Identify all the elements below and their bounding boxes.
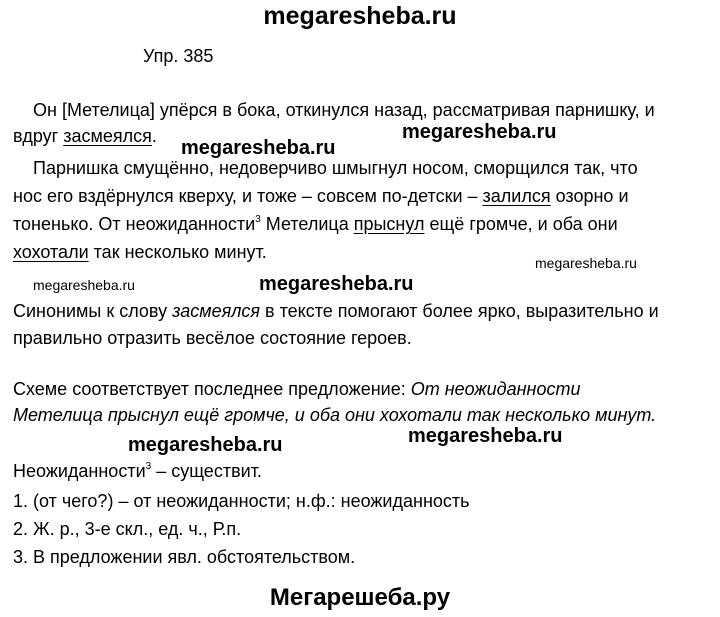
- underlined-word: прыснул: [353, 214, 425, 234]
- exercise-title: Упр. 385: [143, 46, 214, 66]
- passage-line: [13, 184, 629, 208]
- superscript: 3: [255, 214, 261, 225]
- passage-line: [13, 124, 157, 148]
- analysis-item: 2. Ж. р., 3-е скл., ед. ч., Р.п.: [13, 519, 242, 539]
- scheme-italic: От неожиданности: [410, 379, 581, 399]
- analysis-text: Неожиданности: [13, 461, 146, 481]
- analysis-heading: [13, 459, 262, 483]
- passage-text: .: [151, 126, 157, 146]
- site-footer: Мегарешеба.ру: [269, 584, 451, 611]
- synonyms-line: [13, 299, 659, 323]
- passage-text: вдруг: [13, 126, 64, 146]
- passage-line: [13, 240, 267, 264]
- watermark: megaresheba.ru: [128, 434, 283, 456]
- passage-text: Парнишка смущённо, недоверчиво шмыгнул носом, сморщился так, что: [33, 158, 638, 178]
- passage-line: [33, 98, 655, 122]
- analysis-item: 1. (от чего?) – от неожиданности; н.ф.: неожиданность: [13, 491, 470, 511]
- passage-text: Он [Метелица] упёрся в бока, откинулся назад, рассматривая парнишку, и: [33, 100, 655, 120]
- watermark: megaresheba.ru: [535, 255, 637, 271]
- scheme-line: [13, 403, 656, 427]
- site-header: megaresheba.ru: [263, 2, 457, 30]
- watermark: megaresheba.ru: [181, 137, 336, 159]
- watermark: megaresheba.ru: [259, 273, 414, 295]
- passage-line: [13, 212, 618, 236]
- scheme-text: Схеме соответствует последнее предложение:: [13, 379, 411, 399]
- synonyms-line: [13, 326, 412, 350]
- watermark: megaresheba.ru: [33, 277, 135, 293]
- watermark: megaresheba.ru: [402, 121, 557, 143]
- passage-text: ещё громче, и оба они: [424, 214, 618, 234]
- synonyms-text: Синонимы к слову: [13, 301, 173, 321]
- underlined-word: хохотали: [13, 242, 89, 262]
- passage-text: тоненько. От неожиданности: [13, 214, 256, 234]
- passage-text: так несколько минут.: [88, 242, 267, 262]
- superscript: 3: [145, 461, 152, 472]
- underlined-word: залился: [482, 186, 551, 206]
- watermark: megaresheba.ru: [408, 425, 563, 447]
- underlined-word: засмеялся: [63, 126, 152, 146]
- synonyms-text: в тексте помогают более ярко, выразительно и: [260, 301, 659, 321]
- passage-text: Метелица: [260, 214, 354, 234]
- scheme-line: [13, 377, 580, 401]
- italic-word: засмеялся: [172, 301, 260, 321]
- synonyms-text: правильно отразить весёлое состояние героев.: [13, 328, 412, 348]
- passage-text: озорно и: [550, 186, 629, 206]
- analysis-text: – существит.: [151, 461, 262, 481]
- scheme-italic: Метелица прыснул ещё громче, и оба они хохотали так несколько минут.: [13, 405, 657, 425]
- analysis-item: 3. В предложении явл. обстоятельством.: [13, 547, 356, 567]
- passage-text: нос его вздёрнулся кверху, и тоже – совсем по-детски –: [13, 186, 483, 206]
